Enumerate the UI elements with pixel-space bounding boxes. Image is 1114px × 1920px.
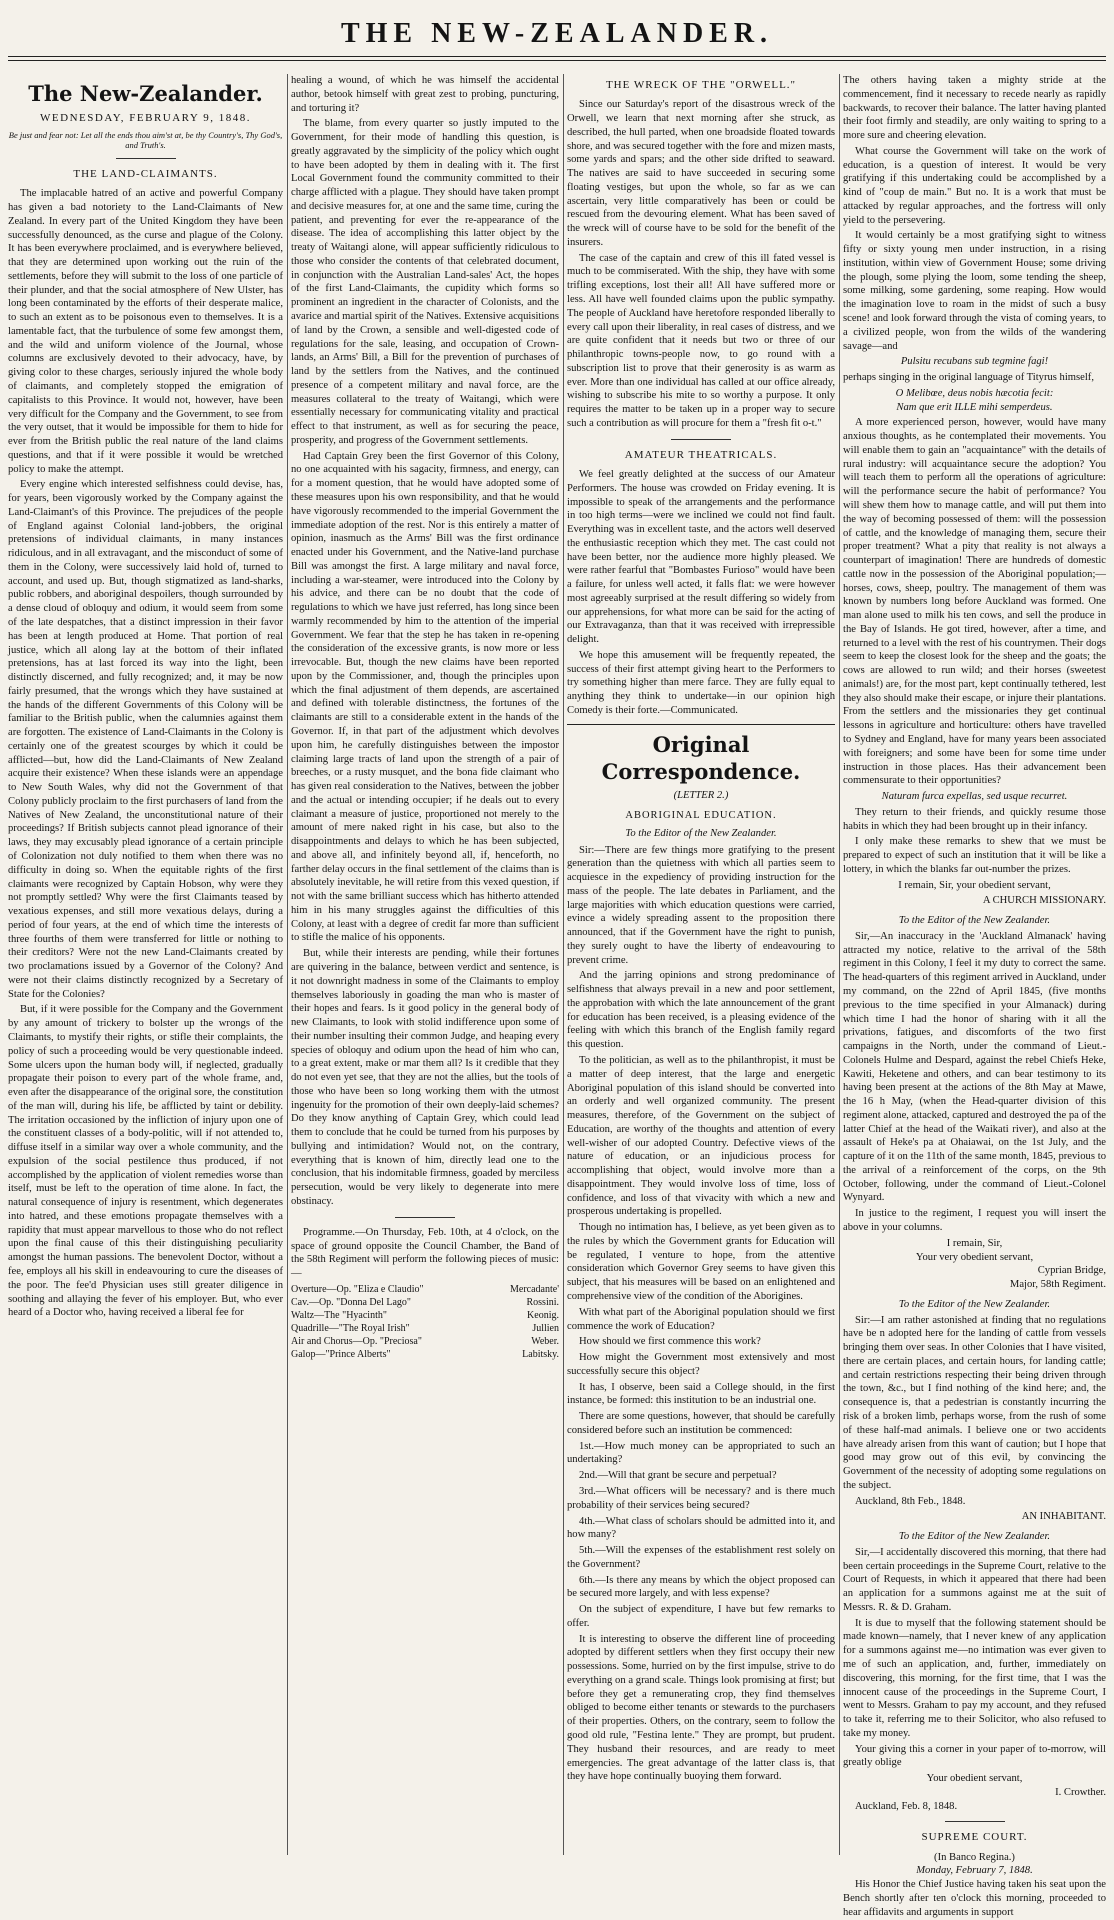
latin-quote: O Melibœe, deus nobis hæcotia fecit: [895, 387, 1054, 399]
letter-paragraph: With what part of the Aboriginal population should we first commence the work of Education? [567, 1306, 835, 1332]
composer: Mercadante' [510, 1283, 559, 1295]
piece: Air and Chorus—Op. "Preciosa" [291, 1335, 422, 1347]
composer: Keonig. [527, 1309, 559, 1321]
correspondence-heading: Original Correspondence. [601, 731, 801, 785]
signature: AN INHABITANT. [1021, 1511, 1106, 1523]
column-4 [843, 74, 1106, 1918]
letter-paragraph: 2nd.—Will that grant be secure and perpetual? [579, 1470, 777, 1482]
masthead-rule-top [8, 56, 1106, 57]
court-date: Monday, February 7, 1848. [916, 1865, 1033, 1877]
letter-paragraph: It would certainly be a most gratifying sight to witness fifty or sixty young men under instruction, in a rising institution, within view of Government House; some driving the plough, some plying the loom, some tending the sheep, some milking, some gardening, some reaping. How would the imagination love to roam in the midst of such a busy scene! and look forward through the vista of coming years, to a civilized people, won from the wilds of the wandering savage—and [843, 230, 1106, 352]
column-divider [563, 74, 564, 1855]
letter-paragraph: I only make these remarks to shew that we must be prepared to expect of such an institution that it will be like a lottery, in which the blanks far out-number the prizes. [843, 836, 1106, 875]
letter-paragraph: How might the Government most extensively and most successfully secure this object? [567, 1352, 835, 1377]
divider [567, 724, 835, 725]
latin-quote: Naturam furca expellas, sed usque recurret. [881, 791, 1068, 803]
signature-line: Your very obedient servant, [915, 1251, 1034, 1263]
letter-paragraph: A more experienced person, however, would have many anxious thoughts, as he contemplated their movements. You will enable them to gain an "acquaintance" with the details of rural industry: will acquaintance secure the adoption? You will teach them to perform all the operations of agriculture: will the performance secure the habit of performance? You will shew them how to manage cattle, and will put them into the way of becoming possessed of them: will the possession of cattle, and the knowledge of managing them, secure their proper treatment? What a pity that reality is not always a counterpart of imagination! There are hundreds of domestic cattle now in the possession of the Aboriginal population;—horses, cows, sheep, poultry. The management of them was known by numbers long before Auckland was formed. One man alone used to milk his ten cows, and sell the produce in the Bay of Islands. He got tired, however, after a time, and returned to a level with the rest of his countrymen. Their dogs seem to keep the closest look for the sheep and the goats; the cows are allowed to run wild; and their horses (sweetest animals!) are, for the most part, kept continually tethered, lest they also should make their escape, or injure their plantations. From the settlers and the missionaries they get continual lessons in agriculture and horticulture: others have travelled to Sydney and England, have for many years been associated with foreigners; and some have been for some time under instruction in those places. Has their advancement been commensurate to their opportunities? [843, 417, 1106, 787]
letter-paragraph: 4th.—What class of scholars should be admitted into it, and how many? [567, 1515, 835, 1541]
letter-paragraph: On the subject of expenditure, I have but few remarks to offer. [567, 1604, 835, 1629]
letter-paragraph: It has, I observe, been said a College should, in the first instance, be formed: this institution to be an industrial one. [567, 1381, 835, 1407]
programme-item [291, 1296, 559, 1309]
article-paragraph: But, if it were possible for the Company and the Government by any amount of trickery to bolster up the wrongs of the Claimants, to mystify their rights, or stifle their complaints, the policy of such a proceeding would be very questionable indeed. Some ulcers upon the human body will, if neglected, gradually propagate their poison to every part of the whole frame, and, even after the disappearance of the original sore, the constitution of the man will, during his life, be afflicted by taint or debility. The irritation occasioned by the infliction of injury upon one of the constituent classes of a body-politic, will if not attended to, diffuse itself in a similar way over a whole community, and the expulsion of the social pestilence thus produced, if not accomplished by the application of violent remedies worse than itself, must be left to the operation of time alone. In fact, the natural consequence of injury is resentment, which degenerates into hatred, and these emotions propagate themselves with a rapidity that must appear marvellous to those who do not reflect upon the final cause of this their distinguishing peculiarity amongst the human passions. The benevolent Doctor, without a fee, employs all his skill in endeavouring to cure the diseases of the poor. The fee'd Physician uses still greater diligence in soothing and allaying the fever of his employer. But, who ever heard of a Doctor who, having received a liberal fee for [8, 1004, 283, 1319]
piece: Quadrille—"The Royal Irish" [291, 1322, 410, 1334]
masthead: THE NEW-ZEALANDER. [340, 18, 774, 49]
letter-paragraph: Though no intimation has, I believe, as yet been given as to the rules by which the Government grants for Education will be regulated, I venture to hope, from the attentive consideration which Governor Grey seems to have given this subject, that his measures will be based on an enlightened and comprehensive view of the condition of the Aborigines. [567, 1222, 835, 1303]
signature-title: Major, 58th Regiment. [1009, 1279, 1106, 1291]
composer: Rossini. [526, 1296, 559, 1308]
composer: Labitsky. [522, 1348, 559, 1360]
piece: Overture—Op. "Eliza e Claudio" [291, 1283, 424, 1295]
programme-item [291, 1283, 559, 1296]
letter-paragraph: 1st.—How much money can be appropriated to such an undertaking? [567, 1440, 835, 1466]
column-divider [287, 74, 288, 1855]
piece: Cav.—Op. "Donna Del Lago" [291, 1296, 411, 1308]
letter-paragraph: To the politician, as well as to the philanthropist, it must be a matter of deep interest, that the large and energetic Aboriginal population of this island should be converted into an orderly and well organized community. The present measures, therefore, of the Government on the subject of Education, are worthy of the thoughts and attention of every well-wisher of our adopted Country. Defective views of the nature of education, or an injudicious process for accomplishing that object, would involve more than a disappointment. They would involve loss of time, loss of confidence, and loss of that vivacity with which a new and prosperous undertaking is propelled. [567, 1055, 835, 1218]
signature-line: I remain, Sir, your obedient servant, [898, 879, 1051, 891]
signature-line: I remain, Sir, [946, 1237, 1003, 1249]
article-paragraph: We feel greatly delighted at the success of our Amateur Performers. The house was crowded on Friday evening. It is impossible to speak of the arrangements and the performance in too high terms—were we inclined we could not find fault. Everything was in excellent taste, and the actors well deserved the enthusiastic reception which they met. The cast could not have been better, nor the audience more highly pleased. We were rather fearful that "Bombastes Furioso" would have been a failure, for unless well acted, it falls flat: we were however most agreeably surprised at the result differing so widely from our apprehensions, for what more can be said for the acting of our Extravaganza, than that it was received with irrepressible delight. [567, 468, 835, 646]
signature: I. Crowther. [1055, 1786, 1106, 1798]
letter-place: Auckland, Feb. 8, 1848. [855, 1800, 958, 1812]
letter-paragraph: What course the Government will take on the work of education, is a question of interest. It would be very gratifying if this undertaking could be accomplished by a kind of "coup de main." But no. It is a work that must be attacked by regular approaches, and the fortress will only yield to the persevering. [843, 145, 1106, 226]
piece: Waltz—The "Hyacinth" [291, 1309, 387, 1321]
letter-title: ABORIGINAL EDUCATION. [625, 810, 777, 822]
letter-paragraph: Sir:—I am rather astonished at finding that no regulations have be n adopted here for the landing of cattle from vessels bringing them over seas. In other Colonies that I have visited, there are certain places, and certain hours, for landing cattle; and certain restrictions respecting their being driven through the town, &c., but I find nothing of the kind here; and, the consequence is, that a pedestrian is constantly incurring the risk of a broken limb, perhaps worse, from the rush of some of these half-mad animals. I believe one or two accidents have already arisen from this want of caution; but I hope that good may grow out of this evil, by convincing the Government of the necessity of adopting some regulations on the subject. [843, 1314, 1106, 1491]
court-heading: SUPREME COURT. [921, 1831, 1028, 1844]
latin-quote: Pulsitu recubans sub tegmine fagi! [900, 356, 1049, 368]
theatre-heading: AMATEUR THEATRICALS. [624, 448, 778, 461]
divider [395, 1217, 455, 1218]
court-subheading: (In Banco Regina.) [934, 1851, 1015, 1863]
programme-item [291, 1309, 559, 1322]
letter-paragraph: Sir,—I accidentally discovered this morning, that there had been certain proceedings in the Supreme Court, relative to the Court of Requests, in which it appeared that there had been an application for a summons against me at the suit of Messrs. R. & D. Graham. [843, 1546, 1106, 1613]
article-paragraph: But, while their interests are pending, while their fortunes are quivering in the balance, between verdict and sentence, is it not downright madness in some of the Claimants to employ themselves laboriously in goading the man who is master of their hopes and fears. Is it good policy in the general body of new Claimants, to look with stolid indifference upon some of their number insulting their common Judge, and heaping every species of obloquy and odium upon the head of him who can, to a great extent, make or mar them all? Is it credible that they do not even yet see, that they are not the allies, but the tools of those who have been so long working them with the utmost ingenuity for the promotion of their own deeply-laid schemes? Do they know anything of Captain Grey, which could lead them to conclude that he could be turned from his purposes by bullying and intimidation? Would not, on the contrary, everything that is known of him, directly lead one to the conclusion, that his indomitable firmness, goaded by merciless persecution, would be very likely to degenerate into mere obstinacy. [291, 948, 559, 1208]
article-paragraph: Since our Saturday's report of the disastrous wreck of the Orwell, we learn that next morning after she struck, as described, the hull parted, when one broadside floated towards shore, and was secured together with the fore and mizen masts, some yards and spars; and the other side drifted to seaward. The natives are said to have succeeded in securing some floating vestiges, but upon the whole, so far as we can ascertain, very little comparatively has been or could be rescued from the devouring element. What has been saved of the wreck will of course have to be sold for the benefit of the insurers. [567, 99, 835, 248]
article-paragraph: healing a wound, of which he was himself the accidental author, betook himself with great zest to probing, puncturing, and torturing it? [291, 75, 559, 114]
letter-paragraph: Sir:—There are few things more gratifying to the present generation than the quietness with which all parties seem to acquiesce in the expediency of providing instruction for the mass of the people. The late debates in Parliament, and the large majorities with which education questions were carried, evince a widely spreading assent to the proposition there announced, that if the Government have the right to punish, they surely ought to have the liberty of endeavouring to prevent crime. [567, 844, 835, 966]
article-paragraph: His Honor the Chief Justice having taken his seat upon the Bench shortly after ten o'clock this morning, proceeded to hear affidavits and arguments in support [843, 1879, 1106, 1918]
article-paragraph: Had Captain Grey been the first Governor of this Colony, no one acquainted with his sagacity, firmness, and energy, can for a moment question, that he would have adopted some of these measures upon his own responsibility, and that he would have vigorously recommended to the imperial Government the immediate adoption of the rest. Nor is this entirely a matter of opinion, inasmuch as the Arms' Bill was the first ordinance enacted under his Government, and the Native-land purchase Bill was amongst the first. A large military and naval force, including a war-steamer, were introduced into the Colony by his advice, and there can be no doubt that the code of regulations to which we have just referred, has long since been warmly recommended by him to the attention of the imperial Government. We fear that the step he has taken in re-opening the consideration of the excessive grants, is now more or less irrevocable. But, though the new claims have been reported upon by the Commissioner, and, though the principles upon which the final adjustment of them depends, are ascertained and defined with tolerable distinctness, the fortunes of the claimants are still to a considerable extent in the hands of the Governor. If, in that part of the adjustment which devolves upon him, he carefully distinguishes between the impostor claiming large tracts of land upon the strength of a pair of breeches, or a rusty musquet, and the bona fide claimant who has given real consideration to the Natives, between the jobber and the actual or intending occupier; if he deals out to every claimant a measure of justice, proportioned not merely to the amount of mere naked right in his case, but also to the disappointments and delays to which he has been subjected, and above all, and infinitely beyond all, if, henceforth, no farther delay occurs in the final settlement of the claims than is absolutely inevitable, he will retire from this vexed question, if not with the same brilliant success which has hitherto attended him in his many struggles against the difficulties of this Colony, at least with a degree of credit far more than sufficient to stifle the malice of his opponents. [291, 450, 559, 944]
piece: Galop—"Prince Alberts" [291, 1348, 391, 1360]
signature-line: Your obedient servant, [926, 1773, 1023, 1785]
divider [671, 439, 731, 440]
divider [116, 158, 176, 159]
signature: A CHURCH MISSIONARY. [982, 895, 1106, 907]
article-paragraph: The blame, from every quarter so justly imputed to the Government, for their mode of handling this question, is greatly aggravated by the simplicity of the policy which ought to have been adopted by them in dealing with it. The first Local Government found the community committed to their charge afflicted with a plague. They should have taken prompt and decisive measures for, at one and the same time, curing the patient, and preventing for ever the re-appearance of the disease. The idea of accomplishing this latter object by the treaty of Waitangi alone, will appear sufficiently ridiculous to those who consider the contents of that celebrated document, in conjunction with the Australian Land-sales' Act, the hopes of the first Land-Claimants, the cupidity which forms so prominent an ingredient in the character of Colonists, and the avarice and martial spirit of the Natives. Extensive acquisitions of land by the Crown, a sensible and well-digested code of regulations for the sale, leasing, and occupation of Crown-lands, an Arms' Bill, a Bill for the prevention of purchases of land by the settlers from the Natives, and the continued presence of a competent military and naval force, are the measures collateral to the treaty of Waitangi, which were essentially necessary for communicating vitality and practical effect to that instrument, as well as for securing the peace, prosperity, and progress of the Government settlements. [291, 118, 559, 446]
letter-addressee: To the Editor of the New Zealander. [898, 1298, 1051, 1310]
programme-item [291, 1335, 559, 1348]
composer: Jullien [532, 1322, 559, 1334]
letter-paragraph: And the jarring opinions and strong predominance of selfishness that always prevail in a new and poor settlement, the approbation with which the late announcement of the grant for education has been received, is a pleasing evidence of the feeling with which this branch of the English family regard this question. [567, 970, 835, 1051]
letter-paragraph: 6th.—Is there any means by which the object proposed can be secured more largely, and with less expense? [567, 1574, 835, 1600]
letter-paragraph: The others having taken a mighty stride at the commencement, find it necessary to recede nearly as rapidly backwards, to recover their balance. The latter having planted their foot firmly and steadily, are only waiting to spring to a more sure and cheering elevation. [843, 75, 1106, 142]
letter-paragraph: Your giving this a corner in your paper of to-morrow, will greatly oblige [843, 1743, 1106, 1769]
article-paragraph: The implacable hatred of an active and powerful Company has given a bad notoriety to the Land-Claimants of New Zealand. In every part of the United Kingdom they have been successfully denounced, as the curse and plague of the Colony. It has been everywhere proclaimed, and is everywhere believed, that they are determined upon working out the ruin of the settlements, before they will submit to the loss of one particle of their plunder, and that the social atmosphere of New Ulster, has long been contaminated by the efforts of their desperate malice, to such an extent as to be poisonous even to themselves. It is a lamentable fact, that the turbulence of some few amongst them, and the wild and uniform violence of the Journal, whose columns are exclusively devoted to their advocacy, have, by giving color to these charges, seriously injured the whole body of claimants, and completely stopped the emigration of capitalists to this Province. It would not, however, have been very difficult for the Company and the Government, to see from the very outset, that it would be impossible for them to hide for ever from the British public the real nature of the land claims questions, and that if it were possible it would be wretched policy to make the attempt. [8, 188, 283, 475]
column-divider [839, 74, 840, 1855]
letter-addressee: To the Editor of the New Zealander. [625, 827, 777, 839]
letter-addressee: To the Editor of the New Zealander. [898, 1531, 1051, 1543]
letter-paragraph: There are some questions, however, that should be carefully considered before such an institution be commenced: [567, 1411, 835, 1436]
article-paragraph: Every engine which interested selfishness could devise, has, for years, been vigorously worked by the Company against the Land-Claimant's of this Province. The prejudices of the people of England against Colonial land-jobbers, the original pretensions of individual claimants, in many instances ridiculous, and in all extravagant, and the misconduct of some of them in the Colony, were successively laid hold of, turned to account, and used up. But, though stigmatized as land-sharks, public robbers, and aboriginal despoilers, though surrounded by a dense cloud of obloquy and odium, it would seem from some of the late despatches, that a distinct impression in their favor has been at length produced at Home. That portion of real justice, which all along lay at the bottom of their inflated pretensions, has at last forced its way into the light, been distinctly discerned, and fully recognized; and, it may be now fairly presumed, that the wrongs which they have sustained at the hands of the different Governments of this Colony will be familiar to the British public, when the calumnies against them are forgotten. The existence of Land-Claimants in the Colony is certainly one of the greatest scourges by which it could be afflicted—but, how did the Land-Claimants of New Zealand acquire their existence? When these islands were an appendage to New South Wales, why did not the Government of that Colony publicly proclaim to the first purchasers of land from the Natives of New Zealand, the unconstitutional nature of their proceedings? If British subjects cannot plead ignorance of their laws, they may excusably plead ignorance of a certain principle of Colonization not duly notified to them when there was no difficulty in doing so. When the equitable rights of the first claimants were recognized by Captain Hobson, why were they not promptly settled? Why were the first Claimants teased by vexatious expenses, and still more vexatious delays, during a period of four years, at the end of which time the interests of three fourths of them were transferred for little or nothing to their creditors? Were not the new Land-Claimants created by two proclamations issued by a Governor of the Colony? And were not their claims distinctly recognized by a Secretary of State for the Colonies? [8, 479, 283, 1000]
letter-paragraph: 3rd.—What officers will be necessary? and is there much probability of their services being secured? [567, 1485, 835, 1511]
letter-paragraph: It is due to myself that the following statement should be made known—namely, that I never knew of any application for a summons against me—no intimation was ever given to me of such an application, and, further, immediately on discovering, this morning, for the first time, that I was the innocent cause of the proceedings in the Supreme Court, I went to Messrs. Graham to pay my account, and they refused to take it, referring me to their Solicitor, who also refused to take my money. [843, 1617, 1106, 1739]
article-paragraph: The case of the captain and crew of this ill fated vessel is much to be commiserated. With the ship, they have with some trifling exceptions, lost their all! All have suffered more or less. All have well founded claims upon the public sympathy. The people of Auckland have heretofore responded liberally to every call upon their liberality, in real cases of distress, and we are quite confident that it needs but two or three of our philanthropic towns-people now, to go round with a subscription list to prove that their generosity is as warm as ever. More than one individual has called at our office already, wishing to subscribe his mite to so worthy a purpose. It only requires the matter to be taken up in a proper way to secure such a contribution as will procure for them a "fresh fit o-t." [567, 252, 835, 429]
divider [945, 1821, 1005, 1822]
letter-place: Auckland, 8th Feb., 1848. [855, 1495, 966, 1507]
latin-quote: Nam que erit ILLE mihi semperdeus. [896, 401, 1053, 413]
paper-title: The New-Zealander. [28, 81, 263, 106]
signature: Cyprian Bridge, [1037, 1265, 1106, 1277]
wreck-heading: THE WRECK OF THE "ORWELL." [605, 79, 797, 91]
letter-number: (LETTER 2.) [673, 790, 729, 802]
column-3 [567, 74, 835, 1855]
letter-paragraph: Sir,—An inaccuracy in the 'Auckland Almanack' having attracted my notice, relative to the arrival of the 58th regiment in this Colony, I feel it my duty to correct the same. The head-quarters of this regiment arrived in Auckland, under my command, on the 22nd of April 1845, (five months previous to the time specified in your Almanack) during which time I had the honor of sharing with it all the privations, fatigues, and discomforts of the two first campaigns in the North, under the command of Lieut.-Colonels Hulme and Despard, against the rebel Chiefs Heke, Kawiti, Heketene and others, and can bear testimony to its having been present at the actions of the 8th May at Mawe, the 16 h May, (when the Head-quarter division of this regiment alone, attacked, captured and destroyed the pa of the latter Chief at the head of the Waikati river), and also at the assault of Heke's pa at Ohaiawai, on the 1st July, and the capture of it on the 11th of the same month, 1845, previous to the arrival of a reinforcement of the corps, on the 9th October, following, under the command of Lieut.-Colonel Wynyard. [843, 930, 1106, 1204]
column-2 [291, 74, 559, 1855]
motto: Be just and fear not: Let all the ends thou aim'st at, be thy Country's, Thy God's, and Truth's. [8, 129, 283, 150]
article-paragraph: We hope this amusement will be frequently repeated, the success of their first attempt giving heart to the Performers to try something higher than mere farce. They are fully equal to anything they think to undertake—in our opinion high Comedy is their forte.—Communicated. [567, 649, 835, 716]
programme-intro: Programme.—On Thursday, Feb. 10th, at 4 o'clock, on the space of ground opposite the Council Chamber, the Band of the 58th Regiment will perform the following pieces of music:— [291, 1226, 559, 1280]
letter-addressee: To the Editor of the New Zealander. [898, 915, 1051, 927]
masthead-rule-bottom [8, 60, 1106, 61]
letter-paragraph: perhaps singing in the original language of Tityrus himself, [843, 372, 1094, 384]
letter-paragraph: It is interesting to observe the different line of proceeding adopted by different settlers when they first occupy their new possessions. Some, hurried on by the first impulse, strive to do everything on a grand scale. Things look promising at first; but before they get a remunerating crop, they find themselves obliged to become either tenants or stewards to the purchasers of their properties. Others, on the contrary, seem to follow the good old rule, "Festina lente." They are prompt, but prudent. They husband their resources, and are ready to meet emergencies. The great advantage of the latter class is, that they have hope continually buoying them forward. [567, 1633, 835, 1783]
letter-paragraph: They return to their friends, and quickly resume those habits in which they had been brought up in their infancy. [843, 806, 1106, 832]
letter-paragraph: 5th.—Will the expenses of the establishment rest solely on the Government? [567, 1545, 835, 1570]
column-1 [8, 74, 283, 1855]
letter-paragraph: How should we first commence this work? [579, 1336, 761, 1348]
composer: Weber. [531, 1335, 559, 1347]
dateline: WEDNESDAY, FEBRUARY 9, 1848. [40, 112, 251, 125]
programme-item [291, 1348, 559, 1361]
letter-paragraph: In justice to the regiment, I request you will insert the above in your columns. [843, 1208, 1106, 1234]
programme-item [291, 1322, 559, 1335]
land-claimants-heading: THE LAND-CLAIMANTS. [73, 167, 218, 180]
